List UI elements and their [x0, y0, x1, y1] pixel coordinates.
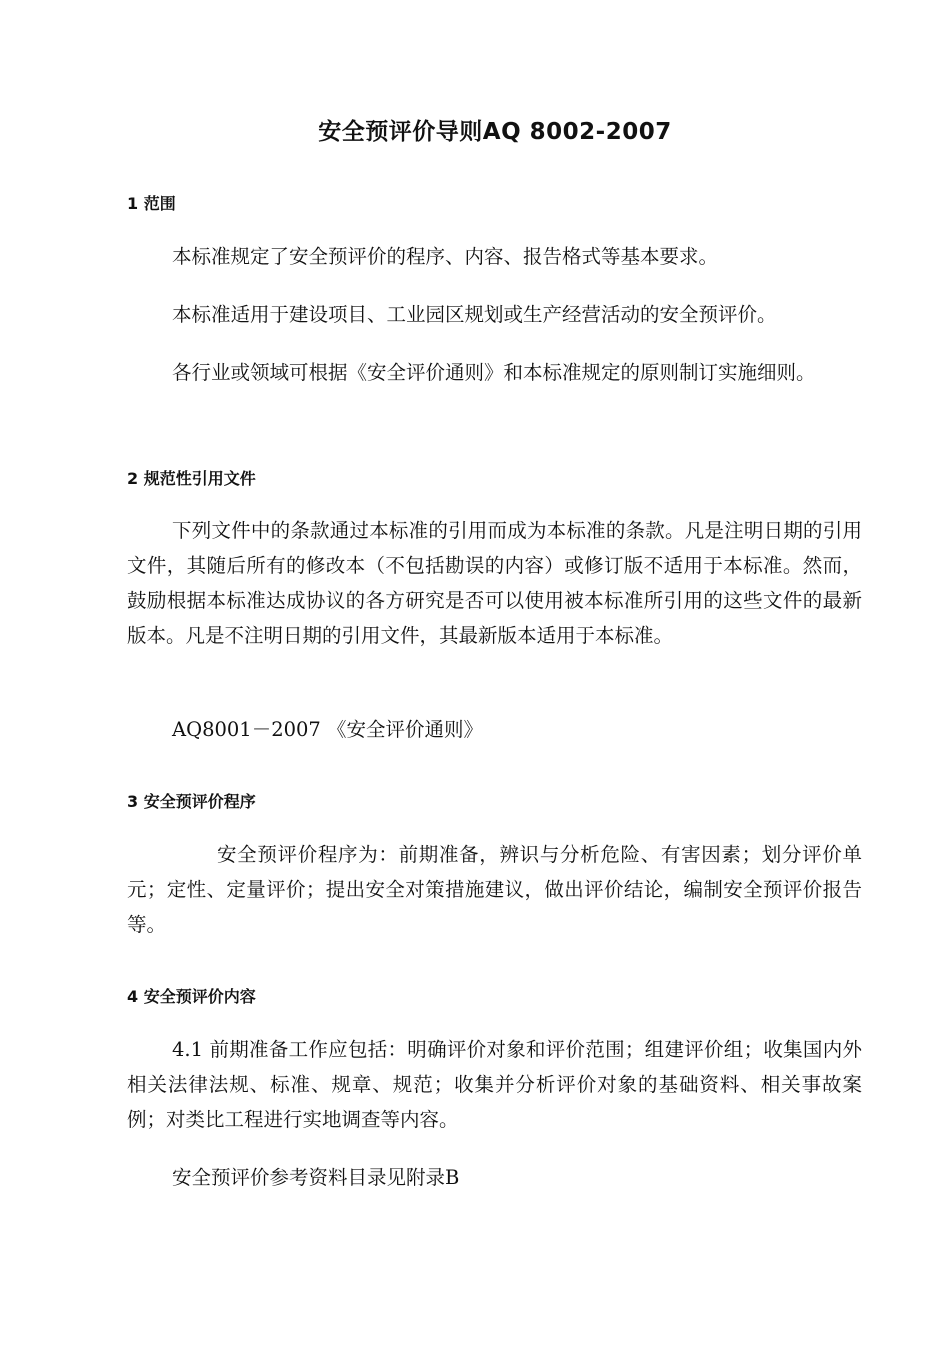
paragraph: 各行业或领域可根据《安全评价通则》和本标准规定的原则制订实施细则。: [172, 361, 816, 384]
paragraph: 下列文件中的条款通过本标准的引用而成为本标准的条款。凡是注明日期的引用文件，其随后所有的修改本（不包括勘误的内容）或修订版不适用于本标准。然而，鼓励根据本标准达成协议的各方研究是否可以使用被本标准所引用的这些文件的最新版本。凡是不注明日期的引用文件，其最新版本适用于本标准。: [127, 519, 862, 647]
reference-item: AQ8001－2007 《安全评价通则》: [172, 718, 484, 741]
section-heading-scope: 1 范围: [127, 194, 176, 213]
paragraph: 安全预评价参考资料目录见附录B: [172, 1166, 460, 1189]
section-heading-procedure: 3 安全预评价程序: [127, 792, 256, 811]
paragraph: 本标准适用于建设项目、工业园区规划或生产经营活动的安全预评价。: [172, 303, 777, 326]
paragraph: 安全预评价程序为：前期准备，辨识与分析危险、有害因素；划分评价单元；定性、定量评价；提出安全对策措施建议，做出评价结论，编制安全预评价报告等。: [127, 843, 862, 936]
paragraph: 本标准规定了安全预评价的程序、内容、报告格式等基本要求。: [172, 245, 719, 268]
section-heading-content: 4 安全预评价内容: [127, 987, 256, 1006]
document-title: 安全预评价导则AQ 8002-2007: [318, 119, 672, 145]
paragraph: 4.1 前期准备工作应包括：明确评价对象和评价范围；组建评价组；收集国内外相关法律法规、标准、规章、规范；收集并分析评价对象的基础资料、相关事故案例；对类比工程进行实地调查等内容。: [127, 1038, 862, 1131]
section-heading-normative-references: 2 规范性引用文件: [127, 469, 256, 488]
